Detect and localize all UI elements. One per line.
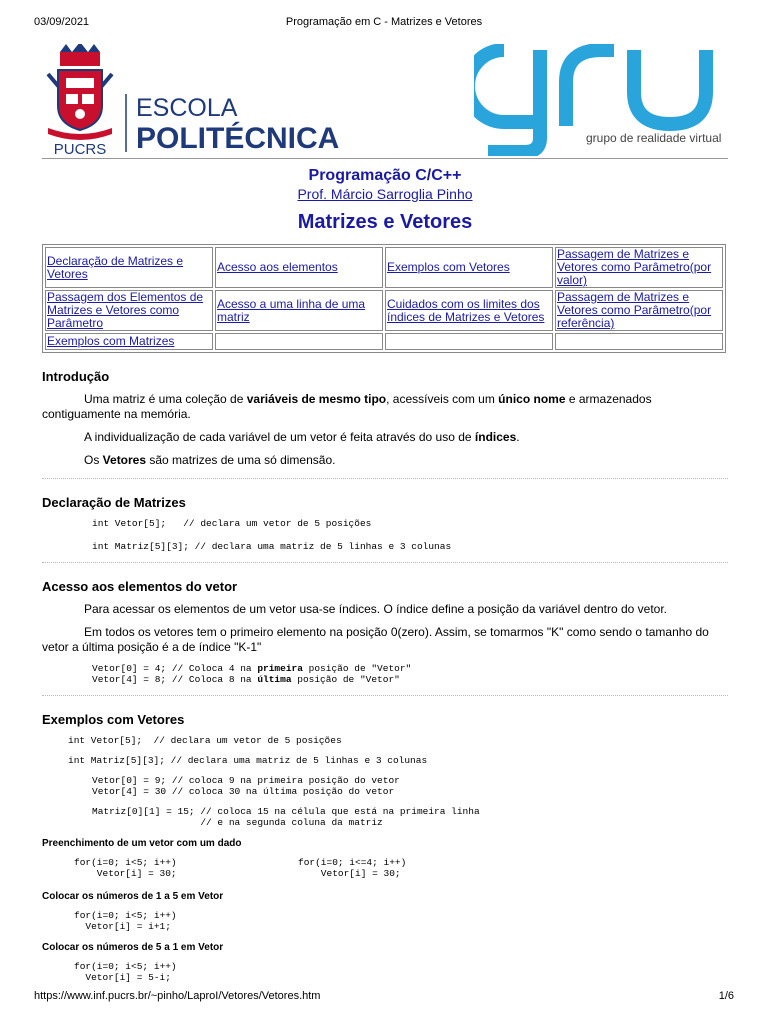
code-block: Matriz[0][1] = 15; // coloca 15 na célula que está na primeira linha // e na segunda coluna da matriz	[92, 806, 480, 828]
grv-logo	[474, 44, 744, 156]
author-line	[42, 186, 728, 202]
topic-link[interactable]: Passagem de Matrizes e Vetores como Parâmetro(por valor)	[557, 247, 712, 287]
topic-link[interactable]: Passagem dos Elementos de Matrizes e Vetores como Parâmetro	[47, 290, 204, 330]
table-row	[45, 333, 723, 350]
section-divider	[42, 478, 728, 479]
empty-cell	[385, 333, 553, 350]
pucrs-escola-politecnica-logo	[40, 44, 370, 156]
empty-cell	[555, 333, 723, 350]
topic-link[interactable]: Exemplos com Vetores	[387, 260, 510, 274]
code-block: int Matriz[5][3]; // declara uma matriz de 5 linhas e 3 colunas	[92, 541, 452, 552]
topics-table	[42, 244, 726, 353]
example-label: Preenchimento de um vetor com um dado	[42, 838, 242, 849]
code-block: int Vetor[5]; // declara um vetor de 5 posições	[68, 735, 342, 746]
paragraph: A individualização de cada variável de um vetor é feita através do uso de índices.	[84, 430, 520, 444]
empty-cell	[215, 333, 383, 350]
section-heading-declaracao: Declaração de Matrizes	[42, 495, 186, 510]
section-heading-acesso: Acesso aos elementos do vetor	[42, 579, 238, 594]
code-block: Vetor[0] = 9; // coloca 9 na primeira posição do vetor Vetor[4] = 30 // coloca 30 na última posição do vetor	[92, 775, 400, 797]
topic-link[interactable]: Acesso aos elementos	[217, 260, 338, 274]
print-title: Programação em C - Matrizes e Vetores	[285, 16, 483, 28]
code-block: int Vetor[5]; // declara um vetor de 5 posições	[92, 518, 372, 529]
section-divider	[42, 562, 728, 563]
page-title: Matrizes e Vetores	[297, 211, 473, 233]
svg-text:PUCRS: PUCRS	[53, 141, 107, 156]
topic-link[interactable]: Exemplos com Matrizes	[47, 334, 175, 348]
svg-text:ESCOLA: ESCOLA	[136, 94, 238, 122]
paragraph: Para acessar os elementos de um vetor usa-se índices. O índice define a posição da variável dentro do vetor.	[84, 602, 667, 616]
topic-link[interactable]: Declaração de Matrizes e Vetores	[47, 253, 184, 281]
print-date: 03/09/2021	[34, 16, 90, 28]
code-block: for(i=0; i<5; i++) Vetor[i] = i+1;	[74, 910, 177, 932]
topic-link[interactable]: Acesso a uma linha de uma matriz	[217, 296, 366, 324]
section-divider	[42, 695, 728, 696]
logo-banner	[40, 44, 730, 156]
print-url: https://www.inf.pucrs.br/~pinho/LaproI/Vetores/Vetores.htm	[34, 990, 321, 1002]
paragraph: Em todos os vetores tem o primeiro elemento na posição 0(zero). Assim, se tomarmos "K" como sendo o tamanho do vetor a última posição é a de índice "K-1"	[42, 625, 709, 654]
author-link[interactable]: Prof. Márcio Sarroglia Pinho	[297, 186, 473, 202]
example-label: Colocar os números de 1 a 5 em Vetor	[42, 891, 224, 902]
paragraph: Uma matriz é uma coleção de variáveis de mesmo tipo, acessíveis com um único nome e armazenados contiguamente na memória.	[42, 392, 652, 421]
section-heading-exemplos: Exemplos com Vetores	[42, 712, 185, 727]
topic-link[interactable]: Passagem de Matrizes e Vetores como Parâmetro(por referência)	[557, 290, 712, 330]
code-block: for(i=0; i<5; i++) Vetor[i] = 30;	[74, 857, 177, 879]
svg-text:grupo de realidade virtual: grupo de realidade virtual	[586, 131, 722, 145]
print-header	[34, 16, 734, 30]
table-row	[45, 247, 723, 288]
code-block: for(i=0; i<=4; i++) Vetor[i] = 30;	[298, 857, 407, 879]
example-label: Colocar os números de 5 a 1 em Vetor	[42, 942, 224, 953]
code-block: int Matriz[5][3]; // declara uma matriz de 5 linhas e 3 colunas	[68, 755, 428, 766]
code-block: for(i=0; i<5; i++) Vetor[i] = 5-i;	[74, 961, 177, 983]
paragraph: Os Vetores são matrizes de uma só dimensão.	[84, 453, 336, 467]
svg-text:POLITÉCNICA: POLITÉCNICA	[136, 122, 340, 155]
page-number: 1/6	[718, 990, 734, 1002]
code-columns	[42, 857, 728, 881]
print-footer	[34, 990, 734, 1004]
course-subtitle: Programação C/C++	[308, 167, 462, 184]
page-content	[42, 158, 728, 983]
section-heading-introducao: Introdução	[42, 369, 110, 384]
table-row	[45, 290, 723, 331]
header-divider	[42, 158, 728, 159]
topic-link[interactable]: Cuidados com os limites dos índices de Matrizes e Vetores	[387, 296, 545, 324]
code-block: Vetor[0] = 4; // Coloca 4 na primeira posição de "Vetor" Vetor[4] = 8; // Coloca 8 na última posição de "Vetor"	[92, 663, 412, 685]
